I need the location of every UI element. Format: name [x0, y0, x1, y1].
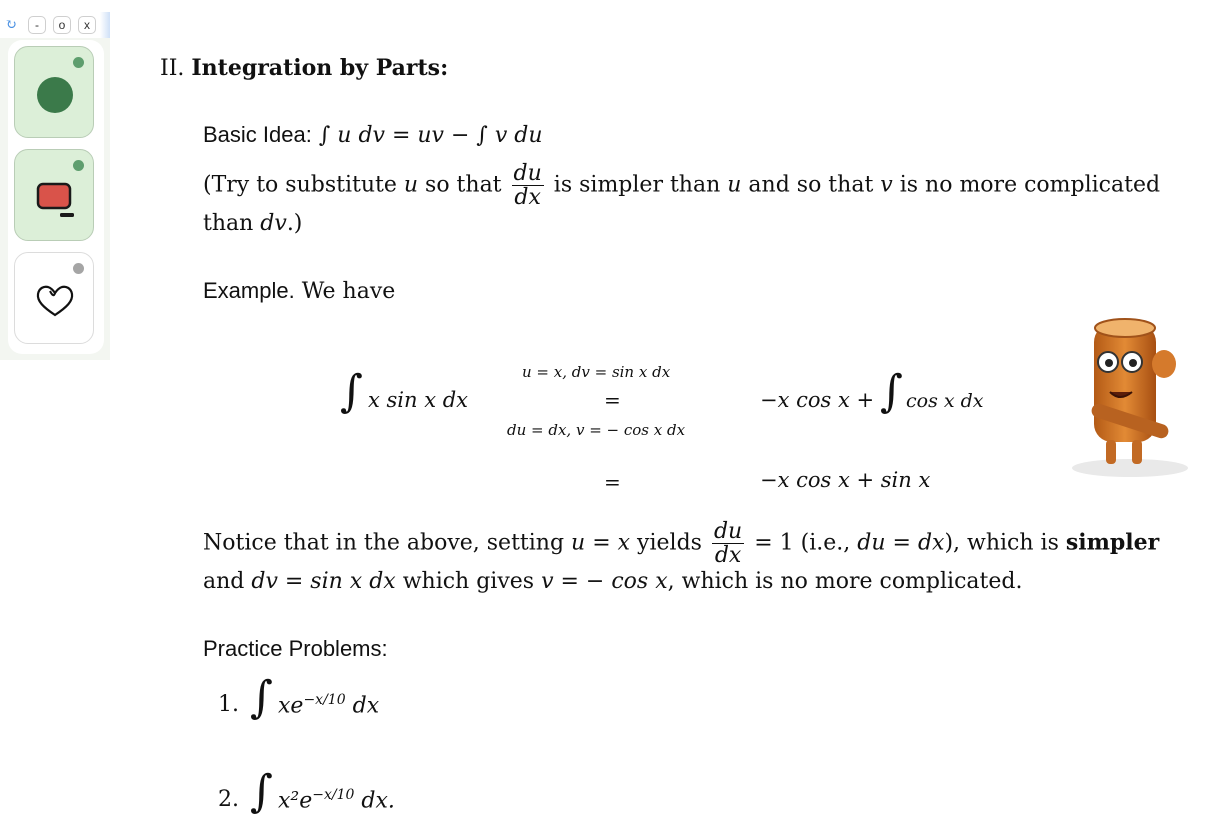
- status-dot-off: [73, 263, 84, 274]
- notice-text-d: ), which is: [944, 530, 1059, 556]
- integral-sign: ∫: [340, 366, 363, 417]
- substitution-bottom: du = dx, v = − cos x dx: [507, 421, 686, 439]
- record-circle-icon: [37, 77, 73, 113]
- integral-sign: ∫: [880, 366, 903, 417]
- basic-idea-label: Basic Idea:: [203, 122, 312, 147]
- try-var-u2: u: [727, 172, 742, 198]
- heart-tool-button[interactable]: [14, 252, 94, 344]
- section-heading: [160, 55, 448, 81]
- try-line-2: [203, 211, 302, 236]
- heart-icon: [35, 283, 75, 319]
- example-line: [203, 278, 395, 304]
- notice-bold-simpler: simpler: [1065, 529, 1160, 556]
- practice-heading: Practice Problems:: [203, 636, 388, 661]
- try-text-e: is no more complicated: [899, 172, 1161, 198]
- notice2-text-b: which gives: [402, 569, 535, 594]
- fraction-denominator: dx: [714, 543, 742, 569]
- equals-sign-1: =: [604, 388, 621, 412]
- problem-1-integrand: [278, 692, 379, 718]
- restore-button[interactable]: o: [53, 16, 71, 34]
- problem-exponent: −x/10: [303, 692, 346, 708]
- problem-2: [218, 787, 239, 812]
- notice-du-equals-dx: du = dx: [857, 530, 945, 556]
- problem-1: [218, 692, 239, 717]
- notice-du-dx-fraction: [712, 520, 744, 567]
- log-mascot-image: [1060, 318, 1188, 478]
- example-rhs-integrand: cos x dx: [906, 390, 984, 412]
- example-rhs-2: −x cos x + sin x: [760, 468, 931, 492]
- example-rhs-1: −x cos x +: [760, 388, 875, 412]
- substitution-top: u = x, dv = sin x dx: [522, 363, 671, 381]
- du-dx-fraction: [512, 162, 544, 209]
- try-var-v: v: [880, 172, 893, 198]
- record-tool-button[interactable]: [14, 46, 94, 138]
- try-var-u: u: [403, 172, 419, 198]
- problem-dx: dx: [352, 693, 380, 719]
- notice2-v: v = − cos x: [541, 569, 668, 594]
- notice-u-equals-x: u = x: [571, 530, 631, 556]
- notice-line-2: [203, 569, 1022, 594]
- problem-2-integrand: [278, 787, 395, 813]
- problem-base: xe: [278, 693, 304, 719]
- basic-idea-line: [203, 122, 543, 148]
- try-line2-dv: dv: [260, 211, 287, 236]
- integral-sign: ∫: [250, 672, 273, 723]
- try-line-1: [203, 162, 1160, 209]
- screen-share-tool-button[interactable]: [14, 149, 94, 241]
- problem-exponent: −x/10: [312, 787, 355, 803]
- example-text: We have: [301, 279, 396, 304]
- fraction-denominator: dx: [514, 185, 541, 211]
- try-text-d: and so that: [748, 172, 874, 198]
- try-line2-close: .): [286, 211, 303, 236]
- notice2-text-c: , which is no more complicated.: [667, 569, 1023, 594]
- heading-number: II.: [160, 56, 185, 81]
- try-text-c: is simpler than: [553, 172, 721, 198]
- problem-number: 1.: [218, 692, 239, 717]
- try-line2-text: than: [203, 211, 254, 236]
- heading-title: Integration by Parts:: [191, 55, 449, 81]
- status-dot-on: [73, 160, 84, 171]
- problem-base: x²e: [278, 788, 313, 814]
- try-text-b: so that: [425, 172, 502, 198]
- close-button[interactable]: x: [78, 16, 96, 34]
- equals-sign-2: =: [604, 470, 621, 494]
- fraction-numerator: du: [513, 161, 542, 186]
- notice-line-1: [203, 520, 1159, 567]
- example-label: Example.: [203, 278, 295, 303]
- fraction-numerator: du: [713, 519, 743, 544]
- status-dot-on: [73, 57, 84, 68]
- example-lhs: x sin x dx: [368, 388, 469, 412]
- screen-share-icon: [36, 180, 74, 220]
- minimize-button[interactable]: -: [28, 16, 46, 34]
- refresh-icon[interactable]: ↻: [5, 17, 17, 33]
- problem-dx: dx.: [361, 788, 395, 814]
- notice2-dv: dv = sin x dx: [251, 569, 396, 594]
- basic-idea-formula: ∫ u dv = uv − ∫ v du: [318, 123, 543, 148]
- try-text-a: (Try to substitute: [203, 172, 397, 198]
- problem-number: 2.: [218, 787, 239, 812]
- tool-window-titlebar: [0, 12, 110, 38]
- notice-text-a: Notice that in the above, setting: [203, 530, 565, 556]
- titlebar-stripe: [100, 12, 110, 38]
- notice2-text-a: and: [203, 569, 245, 594]
- notice-text-c: = 1 (i.e.,: [754, 530, 851, 556]
- integral-sign: ∫: [250, 766, 273, 817]
- notice-text-b: yields: [637, 530, 702, 556]
